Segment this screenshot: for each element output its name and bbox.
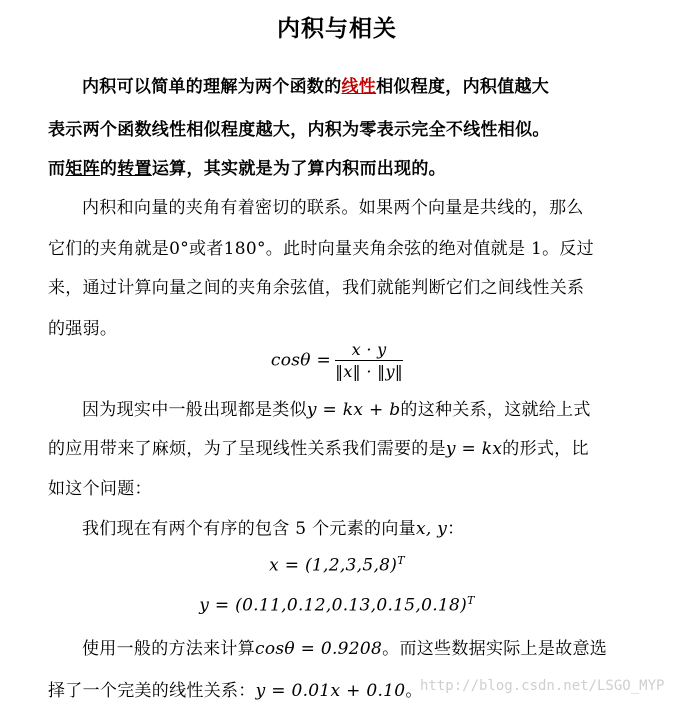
- para1-line3-c: 运算，其实就是为了算内积而出现的。: [151, 159, 446, 179]
- formula3-text: y = (0.11,0.12,0.13,0.15,0.18): [199, 595, 468, 616]
- blog-watermark: http://blog.csdn.net/LSGO_MYP: [420, 678, 665, 694]
- para3-line3: 如这个问题：: [48, 479, 152, 499]
- para3-line2-b: 的形式，比: [502, 439, 589, 459]
- formula1-numerator: x · y: [335, 340, 403, 361]
- para1-text-a: 内积可以简单的理解为两个函数的: [82, 77, 342, 97]
- para5-line1-a: 使用一般的方法来计算: [82, 639, 255, 659]
- para3-line1-math: y = kx + b: [306, 400, 401, 420]
- vector-x-formula: [0, 554, 674, 576]
- linear-link[interactable]: 线性: [341, 77, 377, 97]
- para4-line1-math: x, y: [415, 519, 448, 539]
- formula3-sup: T: [467, 594, 475, 607]
- para4-line1-b: ：: [447, 519, 465, 539]
- para5-line1: [48, 634, 630, 659]
- para3-line1-b: 的这种关系，这就给上式: [400, 400, 591, 420]
- para2-line1: 内积和向量的夹角有着密切的联系。如果两个向量是共线的，那么: [82, 198, 584, 218]
- matrix-link[interactable]: 矩阵: [65, 159, 100, 179]
- formula1-lhs: cosθ =: [270, 350, 332, 371]
- para2-line3: 来，通过计算向量之间的夹角余弦值，我们就能判断它们之间线性关系: [48, 278, 585, 298]
- para3-line2: [48, 434, 630, 459]
- para1-line3: [48, 154, 630, 179]
- para4-line1: [48, 514, 630, 539]
- vector-y-formula: [0, 594, 674, 616]
- transpose-link[interactable]: 转置: [117, 159, 152, 179]
- para3-line2-math: y = kx: [445, 439, 503, 459]
- para1-text-b: 相似程度，内积值越大: [376, 77, 550, 97]
- para5-line2-b: 。: [405, 681, 423, 701]
- formula2-text: x = (1,2,3,5,8): [269, 555, 398, 576]
- para3-line1: [48, 395, 630, 420]
- para1-line2: 表示两个函数线性相似程度越大，内积为零表示完全不线性相似。: [48, 120, 550, 140]
- page-title: 内积与相关: [277, 15, 397, 42]
- cosine-formula: [0, 340, 674, 381]
- formula1-fraction: [335, 340, 403, 381]
- para5-line2-a: 择了一个完美的线性关系：: [48, 681, 256, 701]
- para5-line1-math: cosθ = 0.9208: [255, 639, 383, 659]
- para2-line4: 的强弱。: [48, 319, 118, 339]
- para1-line1: [48, 72, 630, 97]
- para5-line2-math: y = 0.01x + 0.10: [255, 681, 406, 701]
- formula1-denominator: ‖x‖ · ‖y‖: [335, 362, 404, 381]
- para3-line2-a: 的应用带来了麻烦，为了呈现线性关系我们需要的是: [48, 439, 446, 459]
- para1-line3-b: 的: [99, 159, 118, 179]
- para5-line1-b: 。而这些数据实际上是故意选: [382, 639, 608, 659]
- para3-line1-a: 因为现实中一般出现都是类似: [82, 400, 307, 420]
- para2-line2: 它们的夹角就是0°或者180°。此时向量夹角余弦的绝对值就是 1。反过: [48, 239, 594, 259]
- para1-line3-a: 而: [48, 159, 66, 179]
- formula2-sup: T: [397, 554, 405, 567]
- para4-line1-a: 我们现在有两个有序的包含 5 个元素的向量: [82, 519, 416, 539]
